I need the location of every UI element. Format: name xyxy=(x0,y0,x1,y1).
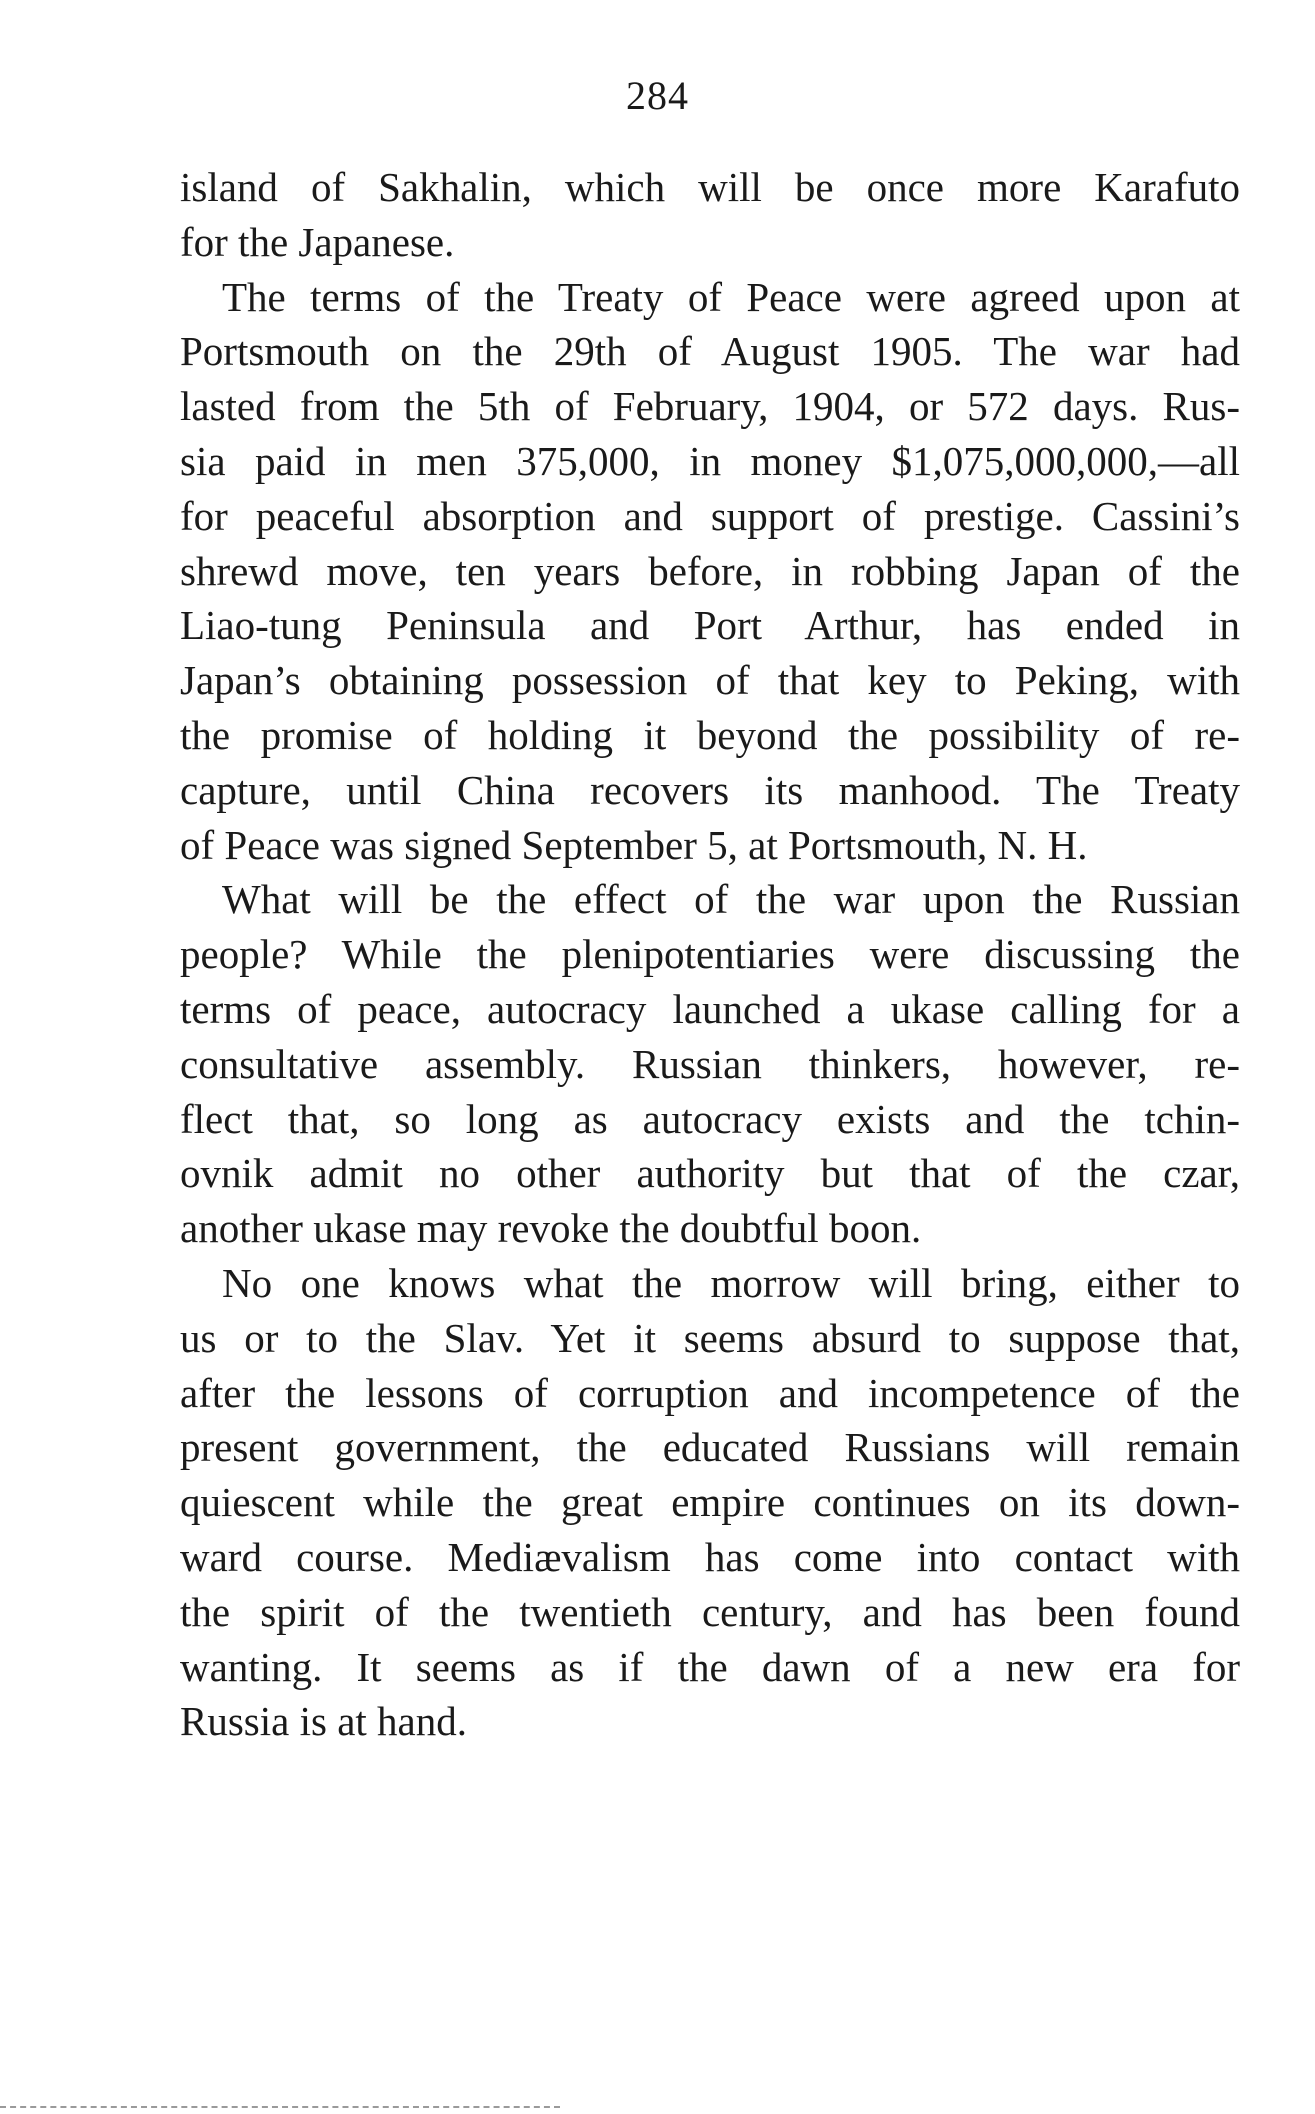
text-line: quiescent while the great empire continues on its down- xyxy=(180,1479,1240,1526)
text-line: consultative assembly. Russian thinkers, however, re- xyxy=(180,1040,1240,1087)
text-line: after the lessons of corruption and incompetence of the xyxy=(180,1369,1240,1416)
text-line: of Peace was signed September 5, at Portsmouth, N. H. xyxy=(180,821,1088,868)
page-number: 284 xyxy=(626,73,689,118)
text-line: the spirit of the twentieth century, and has been found xyxy=(180,1588,1240,1635)
text-line: lasted from the 5th of February, 1904, or 572 days. Rus- xyxy=(180,383,1240,430)
text-line: Russia is at hand. xyxy=(180,1698,467,1745)
text-line: shrewd move, ten years before, in robbing Japan of the xyxy=(180,547,1240,594)
text-line: us or to the Slav. Yet it seems absurd to suppose that, xyxy=(180,1314,1240,1361)
text-line: capture, until China recovers its manhood. The Treaty xyxy=(180,766,1240,813)
text-line: wanting. It seems as if the dawn of a new era for xyxy=(180,1643,1240,1690)
text-line: another ukase may revoke the doubtful boon. xyxy=(180,1205,922,1252)
text-line: people? While the plenipotentiaries were discussing the xyxy=(180,931,1240,978)
text-line: No one knows what the morrow will bring, either to xyxy=(222,1259,1240,1306)
text-line: Japan’s obtaining possession of that key to Peking, with xyxy=(180,657,1240,704)
bottom-edge-rule xyxy=(0,2106,560,2108)
text-line: ovnik admit no other authority but that of the czar, xyxy=(180,1150,1240,1197)
text-line: Liao-tung Peninsula and Port Arthur, has ended in xyxy=(180,602,1240,649)
text-line: What will be the effect of the war upon the Russian xyxy=(222,876,1240,923)
text-line: terms of peace, autocracy launched a ukase calling for a xyxy=(180,985,1240,1032)
text-line: for peaceful absorption and support of prestige. Cassini’s xyxy=(180,492,1240,539)
text-line: ward course. Mediævalism has come into contact with xyxy=(180,1533,1240,1580)
text-line: the promise of holding it beyond the possibility of re- xyxy=(180,711,1240,758)
text-line: The terms of the Treaty of Peace were agreed upon at xyxy=(222,273,1240,320)
text-line: flect that, so long as autocracy exists and the tchin- xyxy=(180,1095,1240,1142)
text-line: present government, the educated Russians will remain xyxy=(180,1424,1240,1471)
body-text xyxy=(180,160,1240,1749)
text-line: for the Japanese. xyxy=(180,218,455,265)
text-line: island of Sakhalin, which will be once more Karafuto xyxy=(180,164,1240,210)
text-line: Portsmouth on the 29th of August 1905. The war had xyxy=(180,328,1240,375)
text-line: sia paid in men 375,000, in money $1,075,000,000,—all xyxy=(180,437,1240,484)
